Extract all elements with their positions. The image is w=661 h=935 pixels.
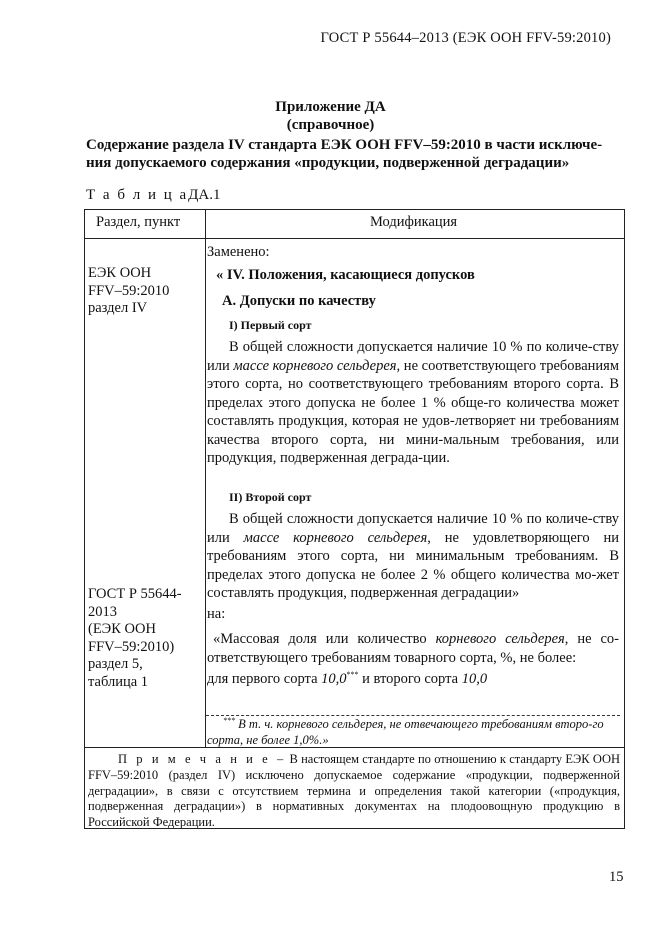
replacement-label: на: xyxy=(207,606,226,622)
first-grade-label: для первого сорта xyxy=(207,670,322,687)
table-label xyxy=(86,187,220,204)
paragraph-text: В общей сложности допускается наличие 10 % по количе-ству или xyxy=(207,511,619,546)
table-note xyxy=(88,752,620,831)
section-ref-line: (ЕЭК ООН xyxy=(88,621,156,637)
section-iv-heading: « IV. Положения, касающиеся допусков xyxy=(216,267,475,283)
table-header-divider xyxy=(84,238,625,239)
appendix-heading xyxy=(0,98,661,134)
table-column-divider xyxy=(205,209,206,748)
footnote-text: В т. ч. корневого сельдерея, не отвечающего требованиям второ-го сорта, не более 1,0%.» xyxy=(207,717,604,747)
section-ref-modified xyxy=(88,586,182,691)
section-ref-line: 2013 xyxy=(88,603,117,620)
note-text: В настоящем стандарте по отношению к стандарту ЕЭК ООН FFV–59:2010 (раздел IV) исключено допускаемое содержание «продукции, подверженной деградации», в связи с отсутствием термина и определения такой категории («продукция, подверженная деградации») в нормативных документах на плодоовощную продукцию в Российской Федерации. xyxy=(88,752,620,830)
appendix-title: Приложение ДА xyxy=(275,99,386,115)
content-title-line-1: Содержание раздела IV стандарта ЕЭК ООН FFV–59:2010 в части исключе- xyxy=(86,137,603,153)
paragraph-italic: корневого сельдерея xyxy=(435,631,565,647)
paragraph-italic: массе корневого сельдерея xyxy=(233,357,397,374)
page-number: 15 xyxy=(609,869,624,885)
first-grade-heading: I) Первый сорт xyxy=(229,318,312,332)
paragraph-text: , не со-ответствующего требованиям товарного сорта, %, не более: xyxy=(207,631,619,666)
first-grade-value: 10,0 xyxy=(321,670,347,687)
second-grade-label: и второго сорта xyxy=(358,670,462,687)
section-ref-line: FFV–59:2010 xyxy=(88,282,170,299)
note-label: П р и м е ч а н и е – xyxy=(118,752,287,766)
document-header: ГОСТ Р 55644–2013 (ЕЭК ООН FFV-59:2010) xyxy=(320,30,611,46)
paragraph-text: , не соответствующего требованиям этого сорта, но соответствующего требованиям второго сорта. В пределах этого допуска не более 1 % обще-го количества может составлять продукция, которая не удов-летворяет ни требованиям качества второго сорта, ни мини-мальным требования, или продукция, подверженная деграда-ции. xyxy=(207,357,619,466)
replacement-paragraph xyxy=(207,630,619,667)
content-title xyxy=(86,136,616,172)
paragraph-text: В общей сложности допускается наличие 10 % по количе-ству или xyxy=(207,339,619,374)
section-ref-line: FFV–59:2010) xyxy=(88,638,175,655)
table-label-text: Т а б л и ц а xyxy=(86,187,189,203)
column-header-modification: Модификация xyxy=(370,214,458,230)
grade-values-line xyxy=(207,666,619,688)
section-ref-line: раздел IV xyxy=(88,300,148,316)
footnote-marker: *** xyxy=(346,670,359,679)
section-ref-line: ЕЭК ООН xyxy=(88,265,152,281)
section-ref-line: ГОСТ Р 55644- xyxy=(88,586,182,602)
second-grade-heading: II) Второй сорт xyxy=(229,490,312,504)
content-title-line-2: ния допускаемого содержания «продукции, подверженной деградации» xyxy=(86,155,570,171)
paragraph-text: «Массовая доля или количество xyxy=(213,631,436,647)
paragraph-text: , не удовлетворяющего ни требованиям этого сорта, ни минимальным требованиям. В пределах этого допуска не более 2 % общего количества мо-жет составлять продукция, подверженная деградации» xyxy=(207,529,619,601)
section-a-heading: А. Допуски по качеству xyxy=(222,293,376,309)
appendix-subtitle: (справочное) xyxy=(286,117,375,133)
paragraph-italic: массе корневого сельдерея xyxy=(243,529,428,546)
section-ref-line: таблица 1 xyxy=(88,673,149,690)
column-header-section: Раздел, пункт xyxy=(96,214,181,230)
footnote-marker: *** xyxy=(223,716,235,725)
replaced-label: Заменено: xyxy=(207,244,270,260)
section-ref-line: раздел 5, xyxy=(88,656,143,672)
footnote xyxy=(207,713,619,748)
table-number: ДА.1 xyxy=(188,187,221,203)
first-grade-paragraph xyxy=(207,338,619,468)
second-grade-paragraph xyxy=(207,510,619,603)
section-ref-original xyxy=(88,265,169,318)
second-grade-value: 10,0 xyxy=(461,670,488,687)
